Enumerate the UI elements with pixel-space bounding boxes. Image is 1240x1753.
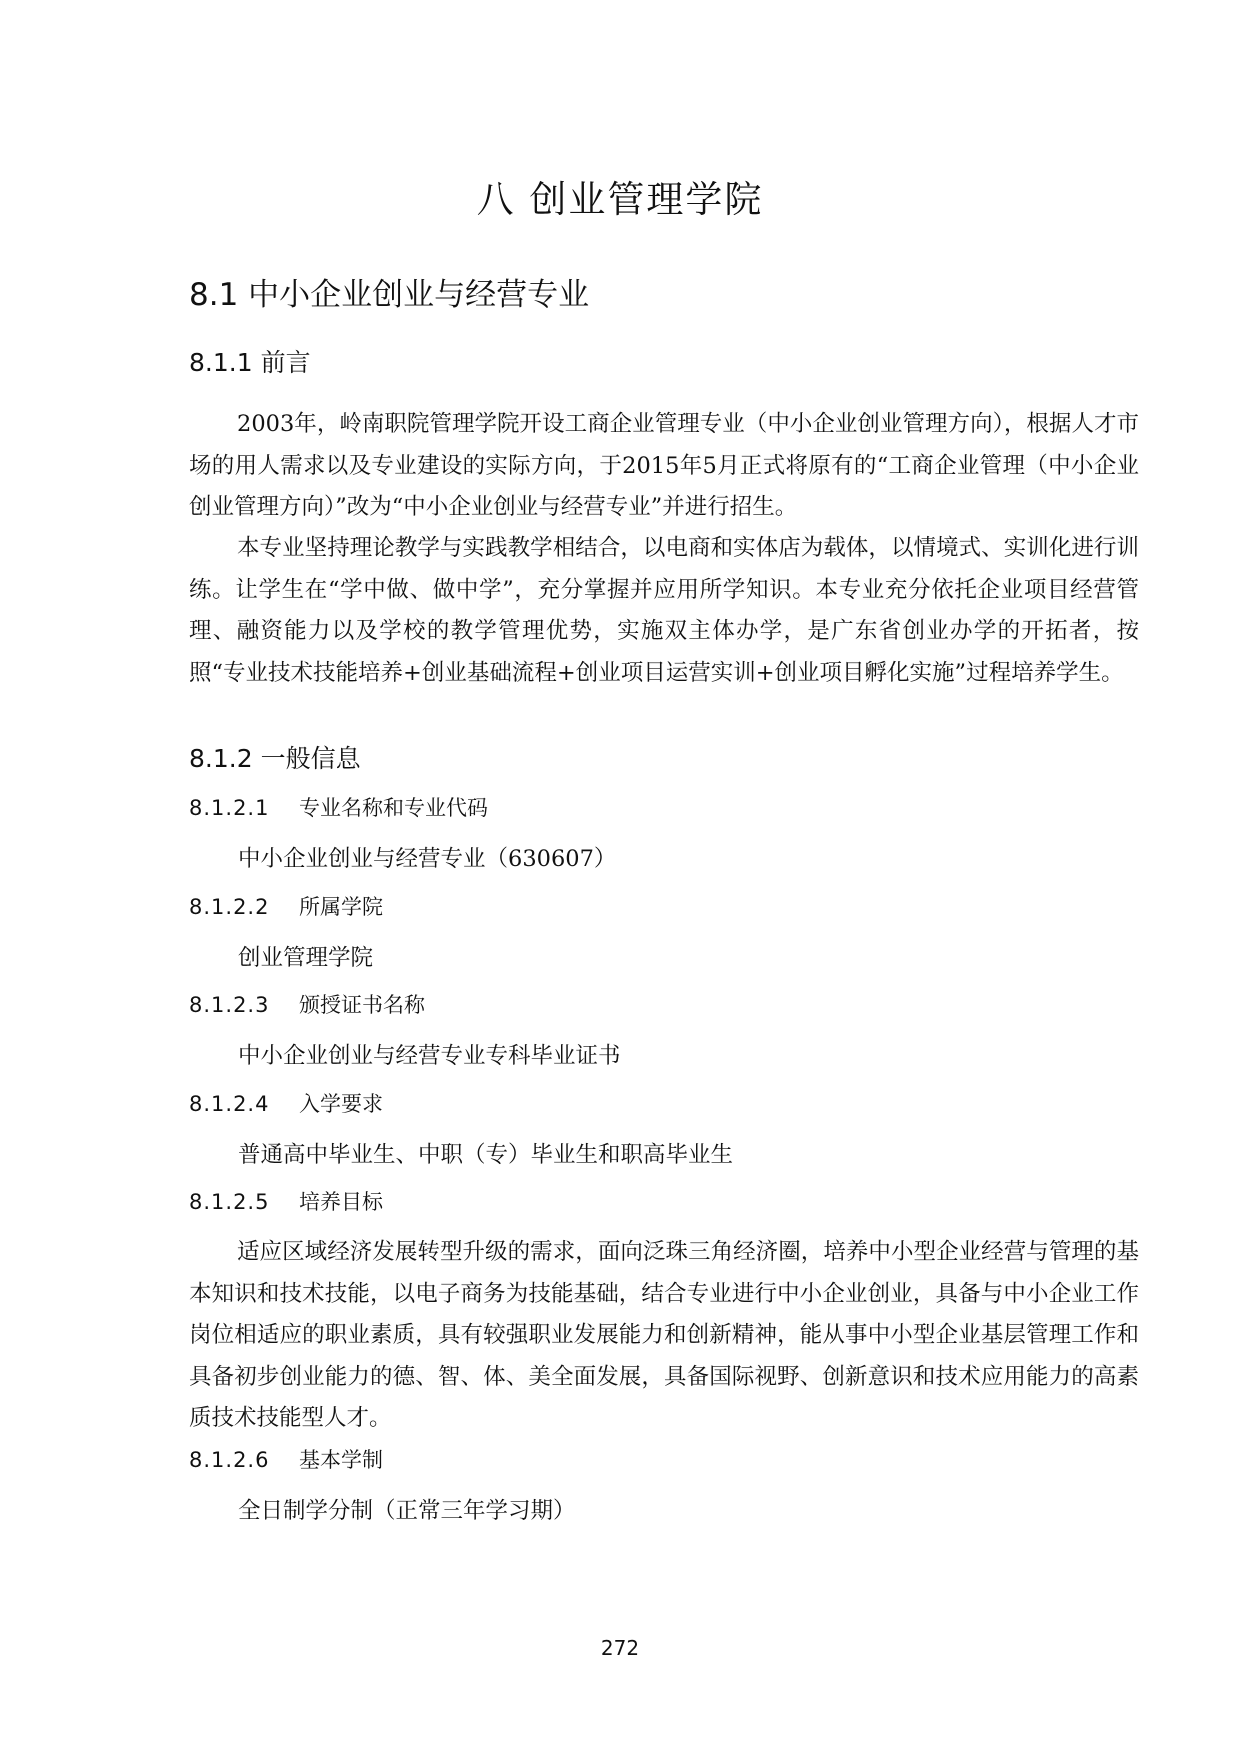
subsection-content-duration: 全日制学分制（正常三年学习期） (238, 1498, 576, 1524)
chapter-title: 八 创业管理学院 (476, 178, 764, 221)
general-info-number: 8.1.2 (189, 744, 253, 773)
subsection-number: 8.1.2.3 (189, 993, 270, 1017)
subsection-content-certificate: 中小企业创业与经营专业专科毕业证书 (238, 1043, 621, 1069)
general-info-heading (189, 742, 361, 776)
subsection-heading-objectives (189, 1187, 383, 1217)
general-info-title: 一般信息 (260, 744, 361, 773)
subsection-heading-duration (189, 1445, 383, 1475)
subsection-content-objectives: 适应区域经济发展转型升级的需求，面向泛珠三角经济圈，培养中小型企业经营与管理的基本知识和技术技能，以电子商务为技能基础，结合专业进行中小企业创业，具备与中小企业工作岗位相适应的职业素质，具有较强职业发展能力和创新精神，能从事中小型企业基层管理工作和具备初步创业能力的德、智、体、美全面发展，具备国际视野、创新意识和技术应用能力的高素质技术技能型人才。 (189, 1239, 1139, 1431)
subsection-number: 8.1.2.4 (189, 1092, 270, 1116)
subsection-title: 培养目标 (299, 1190, 383, 1214)
subsection-number: 8.1.2.1 (189, 796, 270, 820)
subsection-number: 8.1.2.2 (189, 895, 270, 919)
subsection-title: 基本学制 (299, 1448, 383, 1472)
subsection-heading-major-name (189, 793, 488, 823)
subsection-content-admission: 普通高中毕业生、中职（专）毕业生和职高毕业生 (238, 1142, 734, 1168)
subsection-title: 所属学院 (299, 895, 383, 919)
section-title: 中小企业创业与经营专业 (248, 277, 590, 313)
preface-title: 前言 (260, 348, 311, 377)
subsection-number: 8.1.2.6 (189, 1448, 270, 1472)
subsection-heading-admission (189, 1089, 383, 1119)
preface-paragraph-1: 2003年，岭南职院管理学院开设工商企业管理专业（中小企业创业管理方向），根据人才市场的用人需求以及专业建设的实际方向，于2015年5月正式将原有的“工商企业管理（中小企业创业管理方向）”改为“中小企业创业与经营专业”并进行招生。 (189, 411, 1139, 520)
subsection-content-college: 创业管理学院 (238, 945, 374, 971)
preface-number: 8.1.1 (189, 348, 253, 377)
subsection-heading-certificate (189, 990, 425, 1020)
subsection-title: 入学要求 (299, 1092, 383, 1116)
section-heading (189, 275, 589, 315)
subsection-number: 8.1.2.5 (189, 1190, 270, 1214)
preface-heading (189, 346, 311, 380)
preface-paragraph-2: 本专业坚持理论教学与实践教学相结合，以电商和实体店为载体，以情境式、实训化进行训练。让学生在“学中做、做中学”，充分掌握并应用所学知识。本专业充分依托企业项目经营管理、融资能力以及学校的教学管理优势，实施双主体办学，是广东省创业办学的开拓者，按照“专业技术技能培养+创业基础流程+创业项目运营实训+创业项目孵化实施”过程培养学生。 (189, 535, 1139, 686)
section-number: 8.1 (189, 277, 239, 313)
subsection-title: 专业名称和专业代码 (299, 796, 488, 820)
subsection-title: 颁授证书名称 (299, 993, 425, 1017)
page-number: 272 (600, 1636, 640, 1660)
subsection-heading-college (189, 892, 383, 922)
subsection-content-major-name: 中小企业创业与经营专业（630607） (238, 846, 617, 872)
